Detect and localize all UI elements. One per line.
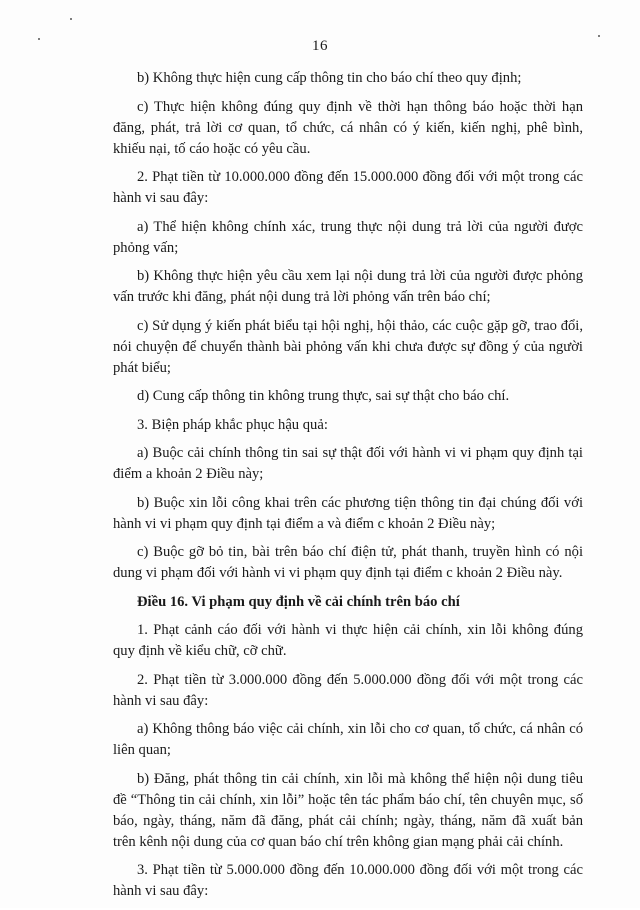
paragraph: c) Buộc gỡ bỏ tin, bài trên báo chí điện tử, phát thanh, truyền hình có nội dung vi phạm đối với hành vi vi phạm quy định tại điểm c khoản 2 Điều này. <box>113 544 583 581</box>
document-body <box>113 68 583 910</box>
paragraph: b) Đăng, phát thông tin cải chính, xin lỗi mà không thể hiện nội dung tiêu đề “Thông tin cải chính, xin lỗi” hoặc tên tác phẩm báo chí, tên chuyên mục, số báo, ngày, tháng, năm đã đăng, phát cải chính; ngày, tháng, năm đã xuất bản trên kênh nội dung của cơ quan báo chí trên không gian mạng phải cải chính. <box>113 770 583 850</box>
paragraph: a) Không thông báo việc cải chính, xin lỗi cho cơ quan, tổ chức, cá nhân có liên quan; <box>113 721 583 758</box>
paragraph: 2. Phạt tiền từ 10.000.000 đồng đến 15.000.000 đồng đối với một trong các hành vi sau đây: <box>113 169 583 206</box>
paragraph: a) Thể hiện không chính xác, trung thực nội dung trả lời của người được phỏng vấn; <box>113 218 583 256</box>
paragraph: 2. Phạt tiền từ 3.000.000 đồng đến 5.000.000 đồng đối với một trong các hành vi sau đây: <box>113 671 583 709</box>
paragraph: 3. Biện pháp khắc phục hậu quả: <box>137 416 328 433</box>
paragraph: c) Thực hiện không đúng quy định về thời hạn thông báo hoặc thời hạn đăng, phát, trả lời cơ quan, tổ chức, cá nhân có ý kiến, kiến nghị, phê bình, khiếu nại, tố cáo hoặc có yêu cầu. <box>113 98 583 157</box>
paragraph: 3. Phạt tiền từ 5.000.000 đồng đến 10.000.000 đồng đối với một trong các hành vi sau đây: <box>113 862 583 899</box>
paragraph: a) Buộc cải chính thông tin sai sự thật đối với hành vi vi phạm quy định tại điểm a khoản 2 Điều này; <box>113 445 583 482</box>
article-heading: Điều 16. Vi phạm quy định về cải chính trên báo chí <box>137 593 460 610</box>
page-number: 16 <box>312 38 328 54</box>
scan-speck <box>70 18 72 20</box>
paragraph: b) Buộc xin lỗi công khai trên các phương tiện thông tin đại chúng đối với hành vi vi phạm quy định tại điểm a và điểm c khoản 2 Điều này; <box>113 494 583 532</box>
paragraph: c) Sử dụng ý kiến phát biểu tại hội nghị, hội thảo, các cuộc gặp gỡ, trao đổi, nói chuyện để chuyển thành bài phỏng vấn khi chưa được sự đồng ý của người phát biểu; <box>113 317 583 376</box>
paragraph: b) Không thực hiện cung cấp thông tin cho báo chí theo quy định; <box>137 70 522 86</box>
paragraph: b) Không thực hiện yêu cầu xem lại nội dung trả lời của người được phỏng vấn trước khi đăng, phát nội dung trả lời phỏng vấn trên báo chí; <box>113 268 583 305</box>
paragraph: 1. Phạt cảnh cáo đối với hành vi thực hiện cải chính, xin lỗi không đúng quy định về kiểu chữ, cỡ chữ. <box>113 622 583 659</box>
scan-speck <box>598 35 600 37</box>
paragraph: d) Cung cấp thông tin không trung thực, sai sự thật cho báo chí. <box>137 388 510 404</box>
